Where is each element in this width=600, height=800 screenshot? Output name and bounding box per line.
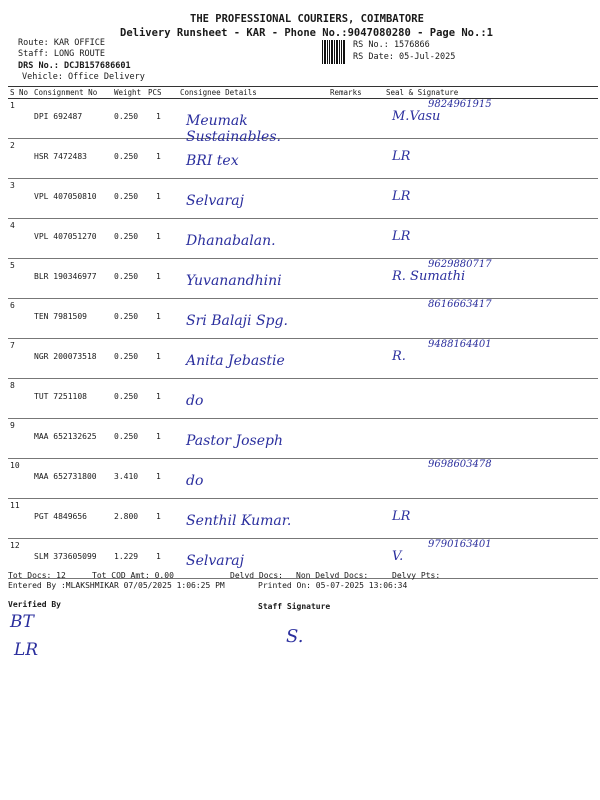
row-sno: 11 bbox=[8, 499, 32, 539]
row-consignee-details bbox=[178, 259, 328, 299]
signature-handwriting: R. bbox=[392, 349, 406, 364]
signature-phone: 9790163401 bbox=[428, 539, 492, 550]
staff-signature-label: Staff Signature bbox=[258, 602, 331, 611]
table-row bbox=[8, 379, 598, 419]
signature-handwriting: R. Sumathi bbox=[392, 269, 466, 284]
consignee-handwriting: BRI tex bbox=[186, 153, 239, 169]
row-consignment: HSR 7472483 bbox=[32, 139, 112, 179]
row-sno: 8 bbox=[8, 379, 32, 419]
row-weight: 0.250 bbox=[112, 339, 146, 379]
table-row bbox=[8, 459, 598, 499]
row-consignee-details bbox=[178, 379, 328, 419]
row-pcs: 1 bbox=[146, 499, 178, 539]
row-seal-signature bbox=[378, 499, 598, 539]
consignee-handwriting: Selvaraj bbox=[186, 193, 244, 209]
row-pcs: 1 bbox=[146, 539, 178, 579]
row-consignee-details bbox=[178, 299, 328, 339]
row-seal-signature bbox=[378, 259, 598, 299]
col-weight: Weight bbox=[112, 87, 146, 99]
row-sno: 7 bbox=[8, 339, 32, 379]
entered-by: Entered By :MLAKSHMIKAR 07/05/2025 1:06:25 PM bbox=[8, 581, 225, 590]
signature-handwriting: LR bbox=[392, 509, 411, 524]
table-row bbox=[8, 419, 598, 459]
row-consignee-details bbox=[178, 339, 328, 379]
row-remarks bbox=[328, 379, 378, 419]
rs-number: RS No.: 1576866 bbox=[353, 40, 430, 50]
row-weight: 0.250 bbox=[112, 299, 146, 339]
row-sno: 2 bbox=[8, 139, 32, 179]
row-consignment: TUT 7251108 bbox=[32, 379, 112, 419]
row-pcs: 1 bbox=[146, 99, 178, 139]
row-sno: 5 bbox=[8, 259, 32, 299]
row-pcs: 1 bbox=[146, 419, 178, 459]
row-seal-signature bbox=[378, 219, 598, 259]
table-row bbox=[8, 499, 598, 539]
consignee-handwriting: Yuvanandhini bbox=[186, 273, 282, 289]
row-seal-signature bbox=[378, 339, 598, 379]
row-consignee-details bbox=[178, 499, 328, 539]
signature-handwriting: LR bbox=[392, 229, 411, 244]
consignee-handwriting: Meumak Sustainables. bbox=[186, 113, 281, 145]
vehicle-label: Vehicle: Office Delivery bbox=[22, 72, 145, 82]
consignee-handwriting: Anita Jebastie bbox=[186, 353, 285, 369]
row-seal-signature bbox=[378, 419, 598, 459]
runsheet-table bbox=[8, 86, 598, 579]
row-weight: 0.250 bbox=[112, 179, 146, 219]
row-sno: 1 bbox=[8, 99, 32, 139]
table-row bbox=[8, 219, 598, 259]
drs-number: DRS No.: DCJB157686601 bbox=[18, 61, 131, 71]
row-weight: 0.250 bbox=[112, 219, 146, 259]
row-pcs: 1 bbox=[146, 259, 178, 299]
table-row bbox=[8, 339, 598, 379]
row-pcs: 1 bbox=[146, 139, 178, 179]
table-row bbox=[8, 179, 598, 219]
col-seal: Seal & Signature bbox=[378, 87, 598, 99]
signature-handwriting: LR bbox=[392, 149, 411, 164]
row-consignment: BLR 190346977 bbox=[32, 259, 112, 299]
signature-handwriting: M.Vasu bbox=[392, 109, 441, 124]
row-consignment: MAA 652731800 bbox=[32, 459, 112, 499]
delvy-pts: Delvy Pts: bbox=[392, 571, 441, 580]
col-pcs: PCS bbox=[146, 87, 178, 99]
tot-cod-amount: Tot COD Amt: 0.00 bbox=[92, 571, 174, 580]
row-weight: 2.800 bbox=[112, 499, 146, 539]
row-remarks bbox=[328, 459, 378, 499]
signature-phone: 8616663417 bbox=[428, 299, 492, 310]
company-title: THE PROFESSIONAL COURIERS, COIMBATORE bbox=[190, 13, 424, 25]
row-weight: 0.250 bbox=[112, 419, 146, 459]
tot-docs: Tot Docs: 12 bbox=[8, 571, 66, 580]
signature-phone: 9824961915 bbox=[428, 99, 492, 110]
row-remarks bbox=[328, 259, 378, 299]
barcode-icon bbox=[322, 40, 346, 64]
row-consignee-details bbox=[178, 99, 328, 145]
row-remarks bbox=[328, 219, 378, 259]
row-consignment: MAA 652132625 bbox=[32, 419, 112, 459]
row-remarks bbox=[328, 499, 378, 539]
route-label: Route: KAR OFFICE bbox=[18, 38, 105, 48]
row-consignment: DPI 692487 bbox=[32, 99, 112, 139]
runsheet-title: Delivery Runsheet - KAR - Phone No.:9047080280 - Page No.:1 bbox=[120, 27, 493, 39]
row-consignee-details bbox=[178, 459, 328, 499]
row-seal-signature bbox=[378, 179, 598, 219]
row-seal-signature bbox=[378, 299, 598, 339]
signature-phone: 9629880717 bbox=[428, 259, 492, 270]
row-consignee-details bbox=[178, 419, 328, 459]
row-sno: 6 bbox=[8, 299, 32, 339]
row-remarks bbox=[328, 419, 378, 459]
row-consignee-details bbox=[178, 179, 328, 219]
consignee-handwriting: do bbox=[186, 393, 204, 409]
col-sno: S No bbox=[8, 87, 32, 99]
row-sno: 9 bbox=[8, 419, 32, 459]
table-row bbox=[8, 99, 598, 139]
row-weight: 0.250 bbox=[112, 379, 146, 419]
row-weight: 0.250 bbox=[112, 259, 146, 299]
table-row bbox=[8, 299, 598, 339]
row-sno: 12 bbox=[8, 539, 32, 579]
row-consignment: VPL 407051270 bbox=[32, 219, 112, 259]
row-remarks bbox=[328, 99, 378, 139]
consignee-handwriting: Pastor Joseph bbox=[186, 433, 284, 449]
row-pcs: 1 bbox=[146, 459, 178, 499]
row-seal-signature bbox=[378, 99, 598, 139]
row-sno: 4 bbox=[8, 219, 32, 259]
signature-phone: 9488164401 bbox=[428, 339, 492, 350]
consignee-handwriting: do bbox=[186, 473, 204, 489]
verified-signature-1: BT bbox=[10, 612, 34, 632]
consignee-handwriting: Dhanabalan. bbox=[186, 233, 276, 249]
consignee-handwriting: Selvaraj bbox=[186, 553, 244, 569]
col-consignment: Consignment No bbox=[32, 87, 112, 99]
row-seal-signature bbox=[378, 459, 598, 499]
staff-signature: S. bbox=[286, 626, 304, 647]
verified-signature-2: LR bbox=[14, 640, 39, 660]
row-remarks bbox=[328, 339, 378, 379]
row-sno: 10 bbox=[8, 459, 32, 499]
row-remarks bbox=[328, 179, 378, 219]
row-weight: 1.229 bbox=[112, 539, 146, 579]
non-delvd-docs: Non Delvd Docs: bbox=[296, 571, 369, 580]
delvd-docs: Delvd Docs: bbox=[230, 571, 283, 580]
row-consignee-details bbox=[178, 139, 328, 179]
row-pcs: 1 bbox=[146, 299, 178, 339]
table-row bbox=[8, 259, 598, 299]
staff-label: Staff: LONG ROUTE bbox=[18, 49, 105, 59]
row-sno: 3 bbox=[8, 179, 32, 219]
col-consignee: Consignee Details bbox=[178, 87, 328, 99]
row-consignment: NGR 200073518 bbox=[32, 339, 112, 379]
row-weight: 0.250 bbox=[112, 139, 146, 179]
consignee-handwriting: Senthil Kumar. bbox=[186, 513, 292, 529]
table-row bbox=[8, 139, 598, 179]
row-consignment: VPL 407050810 bbox=[32, 179, 112, 219]
row-consignee-details bbox=[178, 219, 328, 259]
table-header-row bbox=[8, 87, 598, 99]
signature-handwriting: V. bbox=[392, 549, 404, 564]
consignee-handwriting: Sri Balaji Spg. bbox=[186, 313, 288, 329]
signature-handwriting: LR bbox=[392, 189, 411, 204]
row-pcs: 1 bbox=[146, 179, 178, 219]
row-weight: 0.250 bbox=[112, 99, 146, 139]
row-consignment: PGT 4849656 bbox=[32, 499, 112, 539]
row-weight: 3.410 bbox=[112, 459, 146, 499]
printed-on: Printed On: 05-07-2025 13:06:34 bbox=[258, 581, 408, 590]
row-consignment: SLM 373605099 bbox=[32, 539, 112, 579]
row-consignment: TEN 7981509 bbox=[32, 299, 112, 339]
row-remarks bbox=[328, 139, 378, 179]
row-pcs: 1 bbox=[146, 219, 178, 259]
verified-by-label: Verified By bbox=[8, 600, 61, 609]
row-pcs: 1 bbox=[146, 379, 178, 419]
signature-phone: 9698603478 bbox=[428, 459, 492, 470]
row-seal-signature bbox=[378, 139, 598, 179]
col-remarks: Remarks bbox=[328, 87, 378, 99]
row-remarks bbox=[328, 299, 378, 339]
row-pcs: 1 bbox=[146, 339, 178, 379]
row-seal-signature bbox=[378, 379, 598, 419]
rs-date: RS Date: 05-Jul-2025 bbox=[353, 52, 456, 62]
